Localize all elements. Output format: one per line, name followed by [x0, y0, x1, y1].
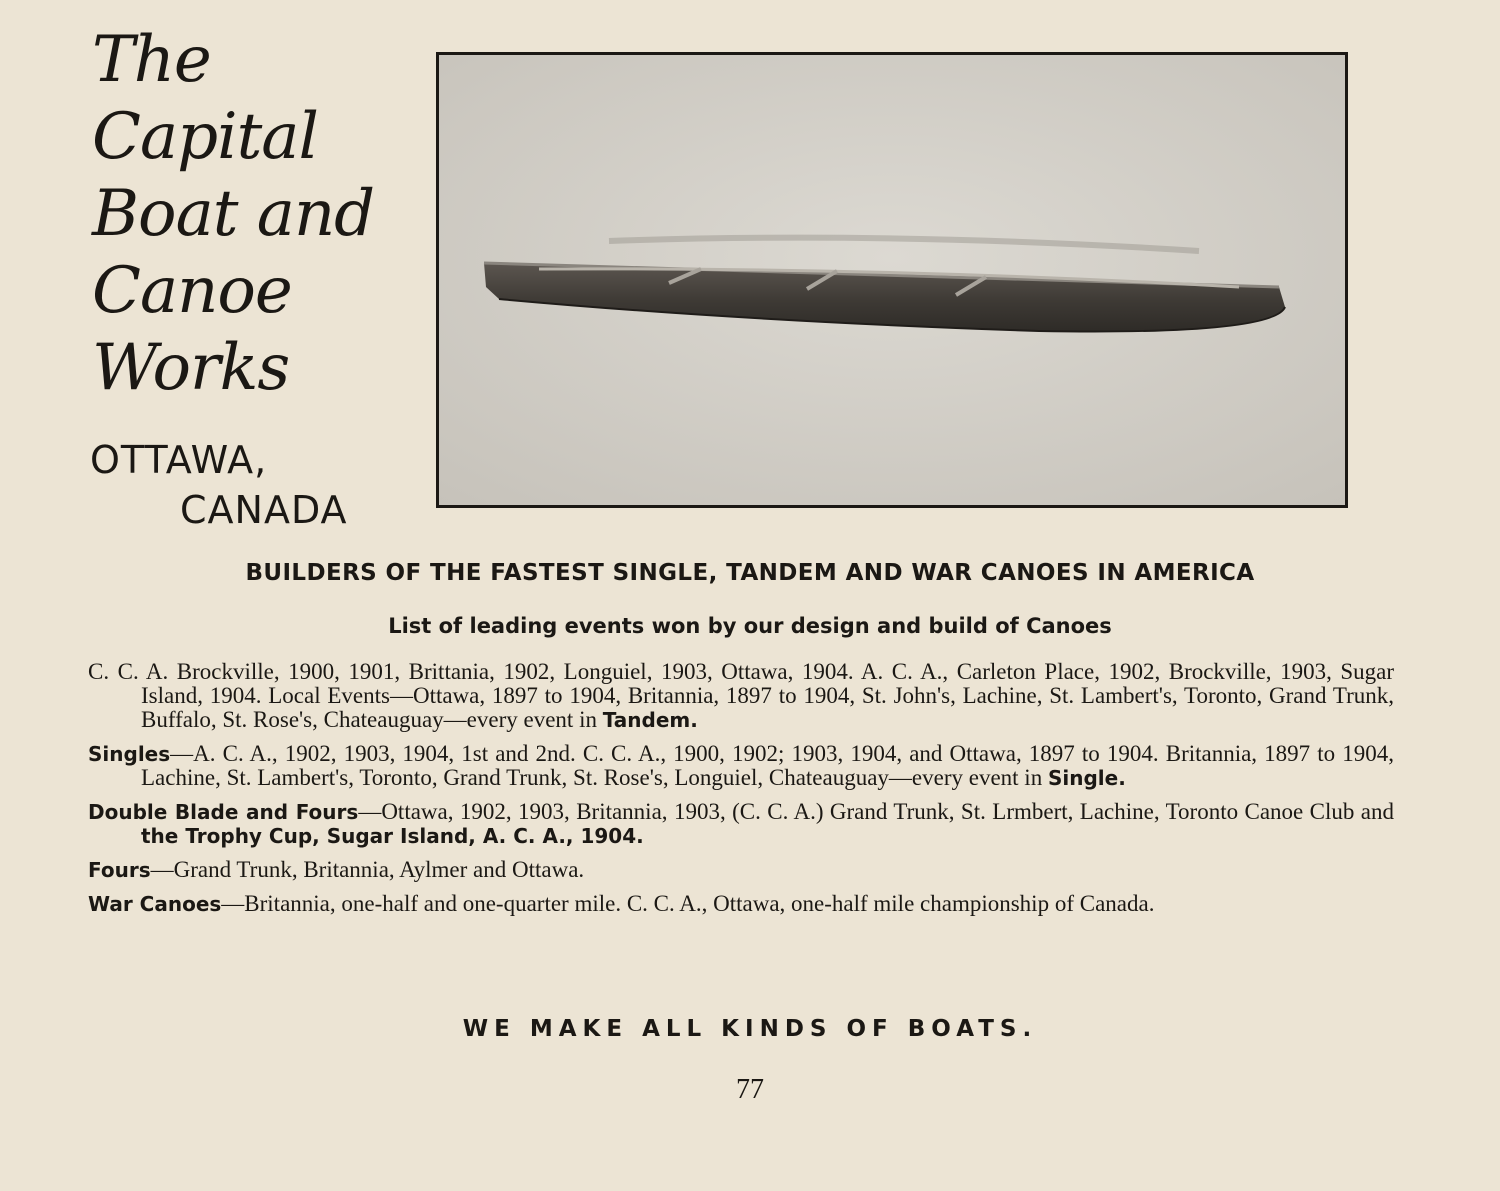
event-entry — [88, 800, 1394, 848]
event-entry — [88, 858, 1394, 882]
event-text: —Grand Trunk, Britannia, Aylmer and Ottawa. — [150, 857, 585, 882]
tagline: WE MAKE ALL KINDS OF BOATS. — [462, 1016, 1038, 1042]
event-lead: Double Blade and Fours — [88, 800, 359, 824]
title-line: Boat and — [92, 177, 375, 251]
event-entry — [88, 742, 1394, 790]
event-text: —A. C. A., 1902, 1903, 1904, 1st and 2nd. C. C. A., 1900, 1902; 1903, 1904, and Ottawa, 1897 to 1904. Britannia, 1897 to 1904, Lachine, St. Lambert's, Toronto, Grand Trunk, St. Rose's, Longuiel, Chateauguay—every event in — [141, 741, 1394, 790]
event-lead: War Canoes — [88, 892, 222, 916]
title-line: Canoe — [92, 254, 292, 328]
event-entry — [88, 660, 1394, 732]
event-lead: Singles — [88, 742, 171, 766]
event-text: —Ottawa, 1902, 1903, Britannia, 1903, (C. C. A.) Grand Trunk, St. Lrmbert, Lachine, Toronto Canoe Club and — [358, 799, 1394, 824]
page-number: 77 — [736, 1074, 764, 1105]
event-text: —Britannia, one-half and one-quarter mile. C. C. A., Ottawa, one-half mile championship of Canada. — [221, 891, 1155, 916]
title-line: Works — [92, 331, 290, 405]
event-lead: Fours — [88, 858, 151, 882]
title-line: Capital — [92, 100, 318, 174]
canoe-photo-image — [439, 55, 1345, 505]
company-title — [92, 22, 432, 407]
location-country: CANADA — [180, 488, 348, 532]
location-city: OTTAWA, — [90, 438, 268, 482]
subheadline: List of leading events won by our design and build of Canoes — [388, 614, 1112, 638]
event-text: C. C. A. Brockville, 1900, 1901, Brittania, 1902, Longuiel, 1903, Ottawa, 1904. A. C. A., Carleton Place, 1902, Brockville, 1903, Sugar Island, 1904. Local Events—Ottawa, 1897 to 1904, Britannia, 1897 to 1904, St. John's, Lachine, St. Lambert's, Toronto, Grand Trunk, Buffalo, St. Rose's, Chateauguay—every event in — [88, 659, 1394, 732]
event-emphasis: the Trophy Cup, Sugar Island, A. C. A., 1904. — [141, 824, 644, 848]
event-entry — [88, 892, 1394, 916]
event-emphasis: Single. — [1047, 766, 1126, 790]
headline: BUILDERS OF THE FASTEST SINGLE, TANDEM AND WAR CANOES IN AMERICA — [245, 560, 1255, 586]
event-emphasis: Tandem. — [602, 708, 698, 732]
canoe-photo — [436, 52, 1348, 508]
events-list — [88, 660, 1394, 926]
title-line: The — [92, 23, 211, 97]
